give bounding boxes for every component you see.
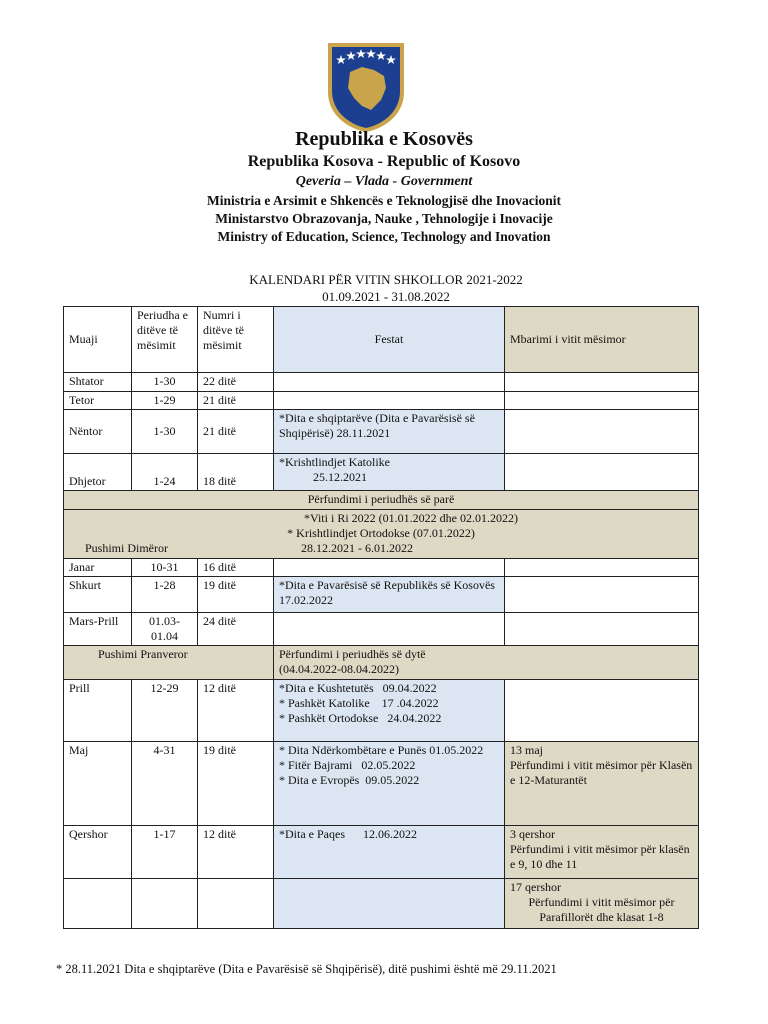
holiday-cell [274,559,505,577]
month-cell: Shkurt [64,577,132,613]
days-cell: 16 ditë [198,559,274,577]
header-periudha: Periudha e ditëve të mësimit [132,307,198,373]
end-cell [505,879,699,929]
holiday-cell [274,373,505,392]
holiday-line: * Dita e Evropës 09.05.2022 [279,773,420,787]
period-cell: 1-17 [132,826,198,879]
end-date: 3 qershor [510,827,555,841]
ministry-serbian: Ministarstvo Obrazovanja, Nauke , Tehnologije i Inovacije [215,211,553,226]
period-cell [132,879,198,929]
end-cell [505,577,699,613]
table-header-row [64,307,699,373]
table-row [64,454,699,491]
holiday-line: *Krishtlindjet Katolike [279,455,390,469]
end-cell [505,454,699,491]
footnote: * 28.11.2021 Dita e shqiptarëve (Dita e Pavarësisë së Shqipërisë), ditë pushimi është më 29.11.2021 [56,962,557,976]
winter-holiday-line: * Krishtlindjet Ortodokse (07.01.2022) [287,526,475,540]
ministry-albanian: Ministria e Arsimit e Shkencës e Teknologjisë dhe Inovacionit [206,193,561,208]
days-cell [198,879,274,929]
header-festat: Festat [274,307,505,373]
period-cell: 1-30 [132,373,198,392]
end-cell [505,742,699,826]
republic-subtitle: Republika Kosova - Republic of Kosovo [247,153,521,170]
days-cell: 24 ditë [198,613,274,646]
first-period-end: Përfundimi i periudhës së parë [64,491,699,510]
table-row [64,680,699,742]
period-cell: 12-29 [132,680,198,742]
period-cell: 1-29 [132,392,198,410]
month-cell: Dhjetor [64,454,132,491]
table-row [64,613,699,646]
holiday-line: 25.12.2021 [313,470,367,484]
kosovo-coat-of-arms-icon [324,40,408,134]
end-date: 17 qershor [510,880,561,894]
month-cell: Janar [64,559,132,577]
table-row [64,742,699,826]
end-cell [505,373,699,392]
second-period-end: Përfundimi i periudhës së dytë [279,647,426,661]
holiday-cell [274,742,505,826]
school-calendar-table [63,306,699,929]
period-end-row [64,491,699,510]
winter-break-row [64,510,699,559]
end-description: Përfundimi i vitit mësimor për Parafillorët dhe klasat 1-8 [528,895,675,924]
republic-title: Republika e Kosovës [295,128,473,150]
period-cell: 1-24 [132,454,198,491]
end-cell [505,410,699,454]
holiday-cell [274,392,505,410]
holiday-cell: *Dita e Paqes 12.06.2022 [274,826,505,879]
winter-break-label: Pushimi Dimëror [85,541,168,555]
month-cell: Prill [64,680,132,742]
period-cell: 01.03-01.04 [132,613,198,646]
month-cell: Tetor [64,392,132,410]
days-cell: 18 ditë [198,454,274,491]
spring-break-cell [274,646,699,680]
spring-break-row [64,646,699,680]
period-cell: 1-28 [132,577,198,613]
holiday-line: * Fitër Bajrami 02.05.2022 [279,758,416,772]
end-cell [505,392,699,410]
holiday-line: * Pashkët Katolike 17 .04.2022 [279,696,439,710]
holiday-cell [274,879,505,929]
month-cell: Nëntor [64,410,132,454]
ministry-english: Ministry of Education, Science, Technology and Inovation [217,229,551,244]
header-muaji: Muaji [64,307,132,373]
table-row [64,410,699,454]
days-cell: 19 ditë [198,577,274,613]
table-row [64,373,699,392]
spring-break-dates: (04.04.2022-08.04.2022) [279,662,399,676]
period-cell: 4-31 [132,742,198,826]
holiday-cell: *Dita e shqiptarëve (Dita e Pavarësisë së Shqipërisë) 28.11.2021 [274,410,505,454]
days-cell: 22 ditë [198,373,274,392]
days-cell: 21 ditë [198,392,274,410]
days-cell: 12 ditë [198,680,274,742]
calendar-title: KALENDARI PËR VITIN SHKOLLOR 2021-2022 [249,272,523,287]
table-row [64,577,699,613]
days-cell: 19 ditë [198,742,274,826]
days-cell: 12 ditë [198,826,274,879]
month-cell: Shtator [64,373,132,392]
holiday-line: * Dita Ndërkombëtare e Punës 01.05.2022 [279,743,484,757]
calendar-date-range: 01.09.2021 - 31.08.2022 [322,289,450,304]
month-cell: Qershor [64,826,132,879]
holiday-line: *Dita e Kushtetutës 09.04.2022 [279,681,437,695]
holiday-cell [274,680,505,742]
winter-holiday-line: *Viti i Ri 2022 (01.01.2022 dhe 02.01.2022) [304,511,518,525]
period-cell: 1-30 [132,410,198,454]
end-cell [505,559,699,577]
table-row [64,879,699,929]
winter-break-dates: 28.12.2021 - 6.01.2022 [301,541,413,555]
header-mbarimi: Mbarimi i vitit mësimor [505,307,699,373]
winter-break-cell [64,510,699,559]
days-cell: 21 ditë [198,410,274,454]
table-row [64,559,699,577]
holiday-line: * Pashkët Ortodokse 24.04.2022 [279,711,442,725]
month-cell: Maj [64,742,132,826]
month-cell: Mars-Prill [64,613,132,646]
end-description: Përfundimi i vitit mësimor për Klasën e 12-Maturantët [510,758,693,787]
table-row [64,826,699,879]
spring-break-label: Pushimi Pranveror [64,646,274,680]
end-date: 13 maj [510,743,543,757]
government-line: Qeveria – Vlada - Government [295,174,473,189]
holiday-cell [274,613,505,646]
end-cell [505,613,699,646]
month-cell [64,879,132,929]
table-row [64,392,699,410]
end-cell [505,826,699,879]
end-cell [505,680,699,742]
holiday-cell [274,454,505,491]
period-cell: 10-31 [132,559,198,577]
holiday-cell: *Dita e Pavarësisë së Republikës së Kosovës 17.02.2022 [274,577,505,613]
end-description: Përfundimi i vitit mësimor për klasën e 9, 10 dhe 11 [510,842,690,871]
header-numri: Numri i ditëve të mësimit [198,307,274,373]
